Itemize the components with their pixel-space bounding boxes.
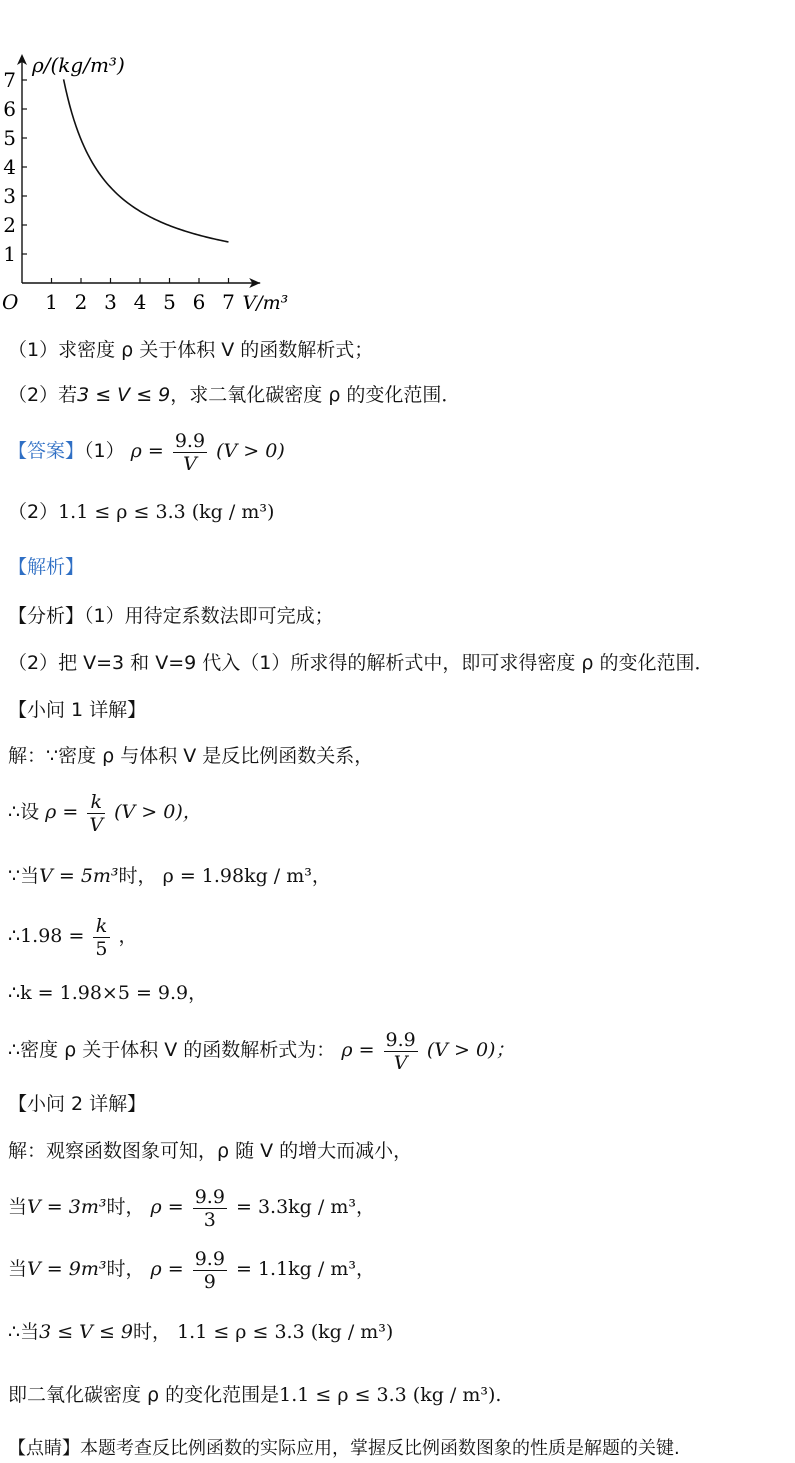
y-tick-label: 5 xyxy=(3,126,16,150)
step-1: 解：∵密度 ρ 与体积 V 是反比例函数关系， xyxy=(8,745,374,767)
step-10: ∴当3 ≤ V ≤ 9时， 1.1 ≤ ρ ≤ 3.3 (kg / m³) xyxy=(8,1321,394,1343)
chart-ticks xyxy=(3,68,235,314)
answer-1 xyxy=(8,426,285,476)
question-2 xyxy=(8,383,460,407)
q2-condition: 3 ≤ V ≤ 9 xyxy=(77,384,171,406)
sub-question-2-heading: 【小问 2 详解】 xyxy=(8,1093,147,1115)
x-tick-label: 5 xyxy=(163,290,176,314)
y-tick-label: 7 xyxy=(3,68,16,92)
x-tick-label: 2 xyxy=(74,290,88,314)
step-11: 即二氧化碳密度 ρ 的变化范围是1.1 ≤ ρ ≤ 3.3 (kg / m³). xyxy=(8,1384,502,1406)
step-9: 当V = 9m³时， ρ = $\frac{9.9}{9}$ = 1.1kg / m³， xyxy=(8,1247,375,1293)
answer-domain: (V > 0) xyxy=(216,440,285,462)
sub-question-1-heading: 【小问 1 详解】 xyxy=(8,699,147,721)
answer-2-unit: (kg / m³) xyxy=(191,501,275,523)
question-1: （1）求密度 ρ 关于体积 V 的函数解析式； xyxy=(8,339,374,361)
step-8-fraction: $\frac{9.9}{3}$ xyxy=(194,1185,225,1231)
y-tick-label: 3 xyxy=(3,184,16,208)
step-4-fraction: $\frac{k}{5}$ xyxy=(95,914,108,960)
y-tick-label: 4 xyxy=(3,155,16,179)
y-tick-label: 2 xyxy=(3,213,16,237)
analysis-heading: 【解析】 xyxy=(8,556,85,578)
y-tick-label: 6 xyxy=(3,97,16,121)
step-5: ∴k = 1.98×5 = 9.9， xyxy=(8,982,208,1004)
answer-fraction: $\frac{9.9}{V}$ xyxy=(174,429,206,475)
answer-rho: ρ = xyxy=(130,440,164,462)
step-6: ∴密度 ρ 关于体积 V 的函数解析式为： ρ = $\frac{9.9}{V}$ (V > 0)； xyxy=(8,1028,515,1074)
x-tick-label: 7 xyxy=(222,290,235,314)
q2-pre: （2）若 xyxy=(8,384,78,406)
analysis-2: （2）把 V=3 和 V=9 代入（1）所求得的解析式中，即可求得密度 ρ 的变化范围． xyxy=(8,652,714,674)
x-tick-label: 1 xyxy=(45,290,58,314)
density-volume-chart xyxy=(0,50,300,320)
answer-2-label: （2） xyxy=(8,501,59,523)
step-4: ∴1.98 = $\frac{k}{5}$ ， xyxy=(8,914,138,960)
answer-2 xyxy=(8,500,274,524)
chart-axes xyxy=(17,54,260,288)
key-point: 【点睛】本题考查反比例函数的实际应用，掌握反比例函数图象的性质是解题的关键. xyxy=(8,1438,680,1459)
inverse-proportion-curve xyxy=(64,79,229,242)
answer-1-label: （1） xyxy=(84,440,125,462)
y-axis-label: ρ/(kg/m³) xyxy=(32,53,125,77)
x-axis-label: V/m³ xyxy=(242,292,289,314)
step-7: 解：观察函数图象可知，ρ 随 V 的增大而减小， xyxy=(8,1140,413,1162)
y-tick-label: 1 xyxy=(3,242,16,266)
x-tick-label: 6 xyxy=(192,290,206,314)
origin-label: O xyxy=(2,290,19,314)
step-6-fraction: $\frac{9.9}{V}$ xyxy=(385,1028,416,1074)
step-2: ∴设 ρ = $\frac{k}{V}$ (V > 0)， xyxy=(8,790,202,836)
step-2-fraction: $\frac{k}{V}$ xyxy=(89,790,104,836)
answer-tag: 【答案】 xyxy=(8,440,85,462)
step-9-fraction: $\frac{9.9}{9}$ xyxy=(194,1247,225,1293)
step-8: 当V = 3m³时， ρ = $\frac{9.9}{3}$ = 3.3kg / m³， xyxy=(8,1185,375,1231)
analysis-1: 【分析】（1）用待定系数法即可完成； xyxy=(8,605,334,627)
x-tick-label: 4 xyxy=(133,290,147,314)
q2-post: ，求二氧化碳密度 ρ 的变化范围． xyxy=(170,384,461,406)
answer-2-expr: 1.1 ≤ ρ ≤ 3.3 xyxy=(58,501,186,523)
x-tick-label: 3 xyxy=(104,290,117,314)
step-3: ∵当V = 5m³时， ρ = 1.98kg / m³， xyxy=(8,865,331,887)
